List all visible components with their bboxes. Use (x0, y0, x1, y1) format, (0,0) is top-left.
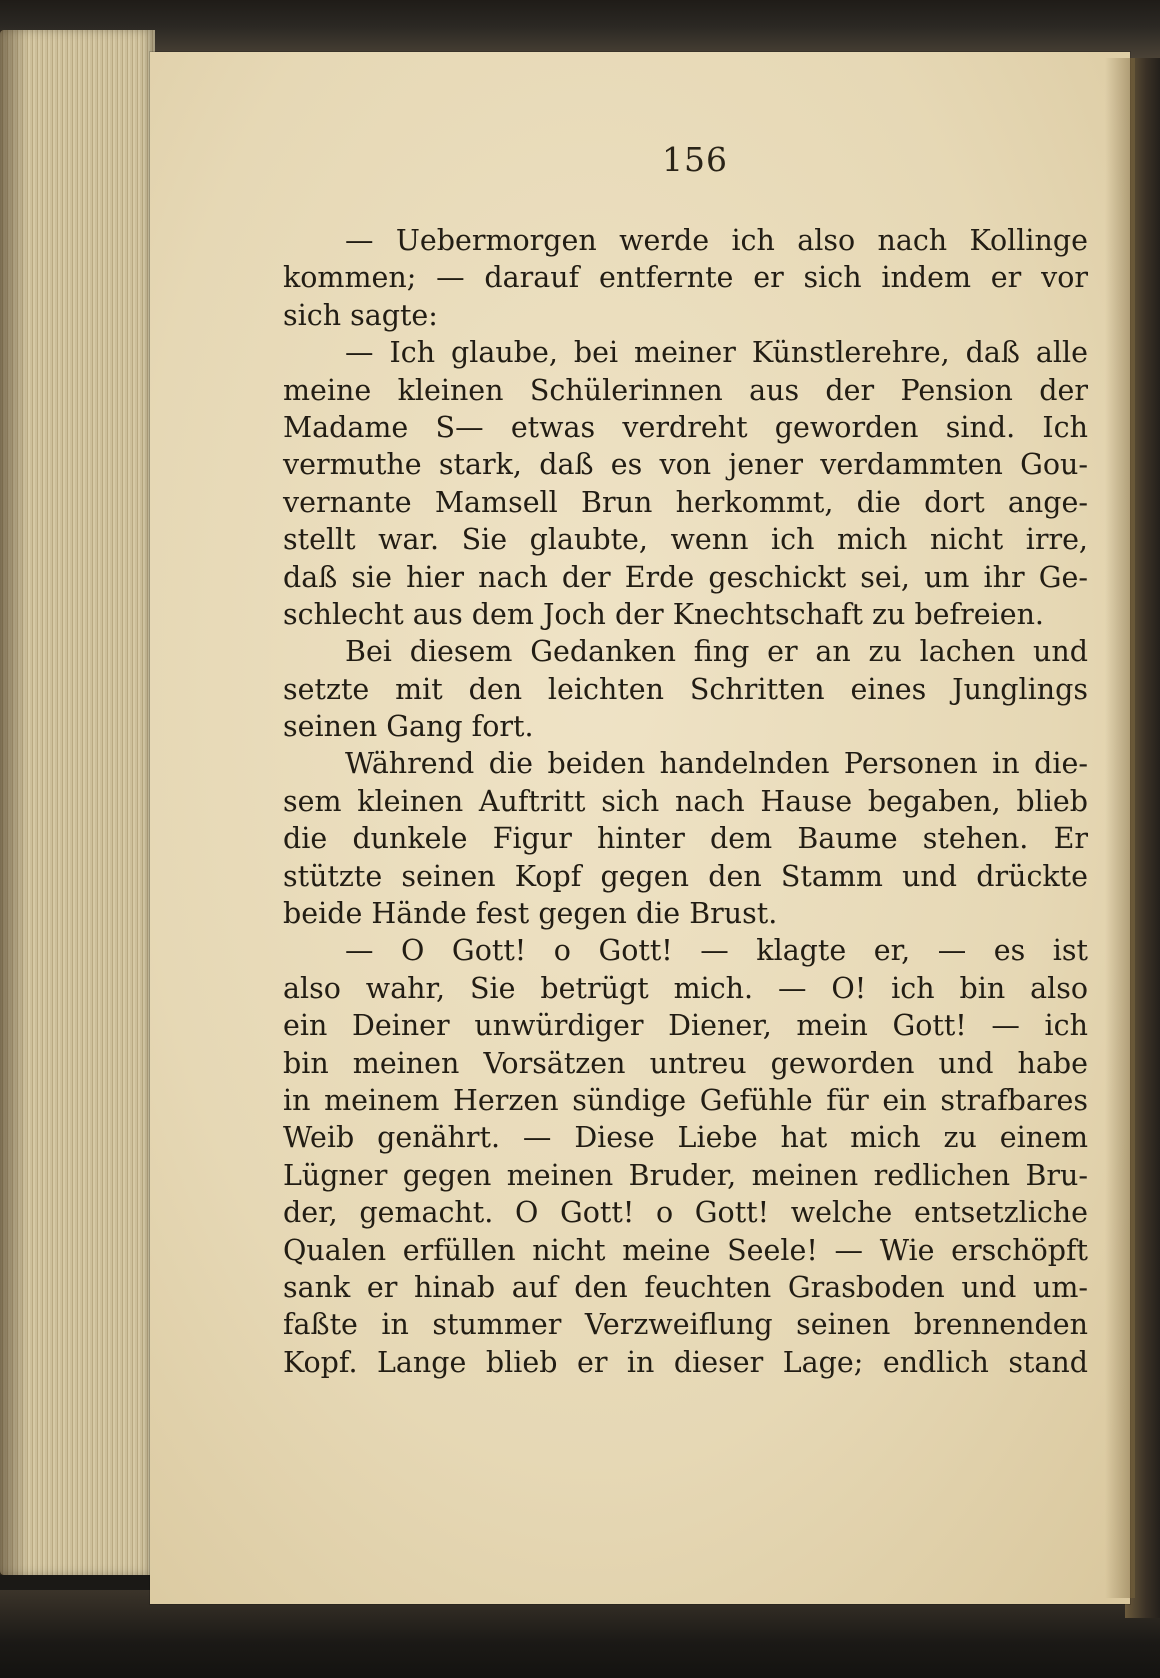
text-line: sank er hinab auf den feuchten Grasboden und um- (283, 1270, 1088, 1304)
text-line: in meinem Herzen sündige Gefühle für ein strafbares (283, 1083, 1088, 1117)
text-line: setzte mit den leichten Schritten eines Junglings (283, 672, 1088, 706)
text-line: beide Hände fest gegen die Brust. (283, 897, 778, 931)
text-line: kommen; — darauf entfernte er sich indem er vor (283, 261, 1088, 295)
text-line: faßte in stummer Verzweiflung seinen brennenden (283, 1308, 1088, 1342)
text-line: Lügner gegen meinen Bruder, meinen redlichen Bru- (283, 1158, 1088, 1192)
text-line: — O Gott! o Gott! — klagte er, — es ist (345, 934, 1088, 968)
text-line: Weib genährt. — Diese Liebe hat mich zu einem (283, 1121, 1088, 1155)
text-line: sich sagte: (283, 298, 438, 332)
page-stack-shadow (0, 30, 28, 1575)
text-line: stützte seinen Kopf gegen den Stamm und drückte (283, 859, 1088, 893)
text-line: daß sie hier nach der Erde geschickt sei, um ihr Ge- (283, 560, 1088, 594)
text-line: vernante Mamsell Brun herkommt, die dort ange- (283, 485, 1088, 519)
text-line: ein Deiner unwürdiger Diener, mein Gott! — ich (283, 1009, 1088, 1043)
text-line: — Uebermorgen werde ich also nach Kollinge (345, 224, 1088, 257)
text-line: Kopf. Lange blieb er in dieser Lage; endlich stand (283, 1345, 1088, 1379)
text-line: meine kleinen Schülerinnen aus der Pension der (283, 373, 1088, 407)
text-line: der, gemacht. O Gott! o Gott! welche entsetzliche (283, 1196, 1088, 1230)
text-line: stellt war. Sie glaubte, wenn ich mich nicht irre, (283, 523, 1088, 557)
page-gutter-shadow (1105, 58, 1135, 1598)
text-line: sem kleinen Auftritt sich nach Hause begaben, blieb (283, 784, 1088, 818)
text-line: bin meinen Vorsätzen untreu geworden und habe (283, 1046, 1088, 1080)
page-number: 156 (662, 140, 728, 179)
book-top-edge (0, 0, 1160, 58)
text-line: Madame S— etwas verdreht geworden sind. Ich (283, 410, 1088, 444)
body-text (283, 222, 1088, 1381)
text-line: vermuthe stark, daß es von jener verdammten Gou- (283, 448, 1088, 482)
text-line: Während die beiden handelnden Personen in die- (345, 747, 1088, 781)
text-line: schlecht aus dem Joch der Knechtschaft zu befreien. (283, 597, 1044, 631)
text-line: Bei diesem Gedanken fing er an zu lachen und (345, 635, 1088, 669)
text-line: seinen Gang fort. (283, 710, 534, 744)
text-line: — Ich glaube, bei meiner Künstlerehre, daß alle (345, 336, 1088, 370)
text-line: Qualen erfüllen nicht meine Seele! — Wie erschöpft (283, 1233, 1088, 1267)
text-line: die dunkele Figur hinter dem Baume stehen. Er (283, 822, 1088, 856)
text-line: also wahr, Sie betrügt mich. — O! ich bin also (283, 971, 1088, 1005)
